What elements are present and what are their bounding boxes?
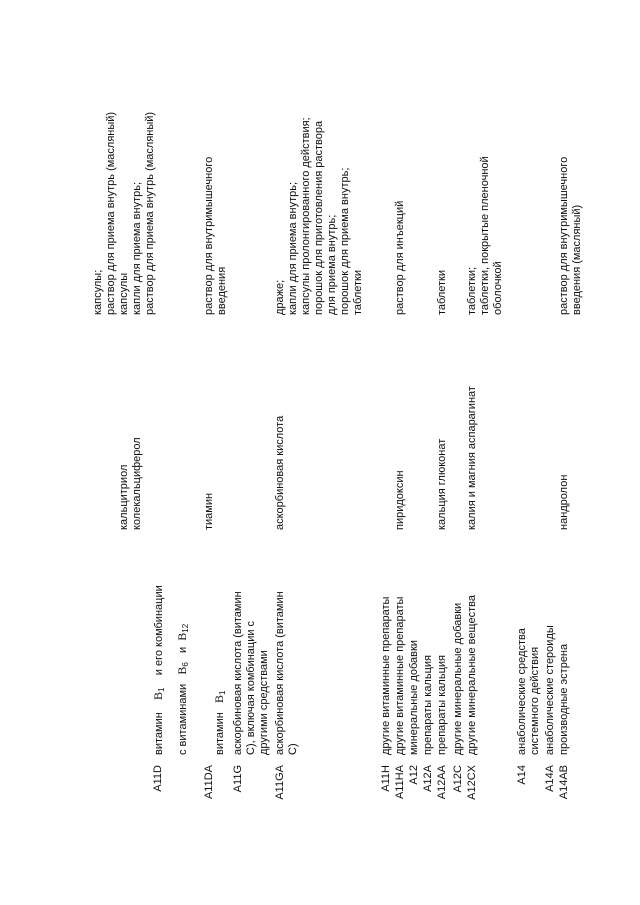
form-text: раствор для приема внутрь (масляный) [105, 111, 117, 315]
form-cell [274, 25, 365, 315]
form-cell [558, 25, 584, 315]
form-text: таблетки [436, 269, 448, 315]
form-cell [203, 25, 229, 315]
inn-cell [558, 340, 571, 530]
form-text: введения (масляный) [571, 204, 583, 315]
inn-text: тиамин [203, 492, 215, 530]
atc-name-cell: препараты кальция [422, 655, 434, 755]
atc-name-cell: другие минеральные добавки [452, 602, 464, 755]
form-text: оболочкой [492, 261, 504, 315]
inn-cell [203, 340, 216, 530]
atc-name-cell: аскорбиновая кислота (витамин C) [274, 591, 299, 755]
form-text: раствор для внутримышечного [558, 156, 570, 315]
atc-code: A11G [232, 765, 244, 793]
form-text: раствор для инъекций [394, 200, 406, 315]
atc-code: A12A [422, 765, 434, 792]
inn-cell [466, 340, 479, 530]
form-text: капли для приема внутрь; [131, 181, 143, 315]
atc-name-cell: другие минеральные вещества [466, 595, 478, 755]
atc-name-cell: анаболические стероиды [544, 625, 556, 755]
atc-code: A11D [152, 765, 164, 792]
form-text: капли для приема внутрь; [287, 181, 299, 315]
inn-text: колекальциферол [131, 437, 143, 530]
form-text: введения [216, 266, 228, 315]
form-cell [92, 25, 157, 315]
atc-name-cell: анаболические средства системного действия [516, 628, 541, 755]
atc-code: A12C [452, 765, 464, 793]
inn-cell [92, 340, 144, 530]
form-text: капсулы [118, 272, 130, 315]
form-text: для приема внутрь; [326, 214, 338, 315]
inn-text: калия и магния аспарагинат [466, 386, 478, 530]
atc-code: A14 [516, 765, 528, 785]
atc-name-cell: витамин $B_1$ [212, 690, 227, 755]
inn-cell [436, 340, 449, 530]
inn-text: аскорбиновая кислота [274, 415, 286, 530]
atc-code: A11GA [274, 765, 286, 800]
atc-code: A11DA [203, 765, 215, 800]
atc-code: A14A [544, 765, 556, 792]
form-text: таблетки; [466, 266, 478, 315]
inn-text: нандролон [558, 474, 570, 530]
atc-name-cell: аскорбиновая кислота (витамин C), включая комбинации с другими средствами [232, 591, 270, 755]
form-text: раствор для приема внутрь (масляный) [144, 111, 156, 315]
atc-name-cell: другие витаминные препараты [394, 596, 406, 755]
atc-name-cell: производные эстрена [558, 643, 570, 755]
atc-code: A12AA [436, 765, 448, 800]
inn-text: кальцитриол [118, 464, 130, 530]
atc-name-cell: препараты кальция [436, 655, 448, 755]
form-text: порошок для приготовления раствора [313, 120, 325, 315]
atc-code: A14AB [558, 765, 570, 800]
atc-code: A11H [380, 765, 392, 792]
inn-cell [394, 340, 407, 530]
atc-name-cell: другие витаминные препараты [380, 596, 392, 755]
form-text: капсулы пролонгированного действия; [300, 117, 312, 315]
atc-code: A12 [408, 765, 420, 785]
atc-name-cell: витамин $B_1$ и его комбинации с витаминами $B_6$ и $B_{12}$ [151, 585, 190, 755]
form-text: драже; [274, 279, 286, 315]
form-text: раствор для внутримышечного [203, 156, 215, 315]
form-text: таблетки [352, 269, 364, 315]
inn-text: кальция глюконат [436, 438, 448, 530]
inn-cell [274, 340, 287, 530]
form-text: таблетки, покрытые пленочной [479, 156, 491, 315]
form-cell [466, 25, 505, 315]
inn-text: пиридоксин [394, 470, 406, 530]
atc-code: A11HA [394, 765, 406, 800]
form-cell [436, 25, 449, 315]
form-text: порошок для приема внутрь; [339, 167, 351, 315]
form-text: капсулы; [92, 269, 104, 315]
atc-name-cell: минеральные добавки [408, 640, 420, 755]
atc-code: A12CX [466, 765, 478, 800]
form-cell [394, 25, 407, 315]
